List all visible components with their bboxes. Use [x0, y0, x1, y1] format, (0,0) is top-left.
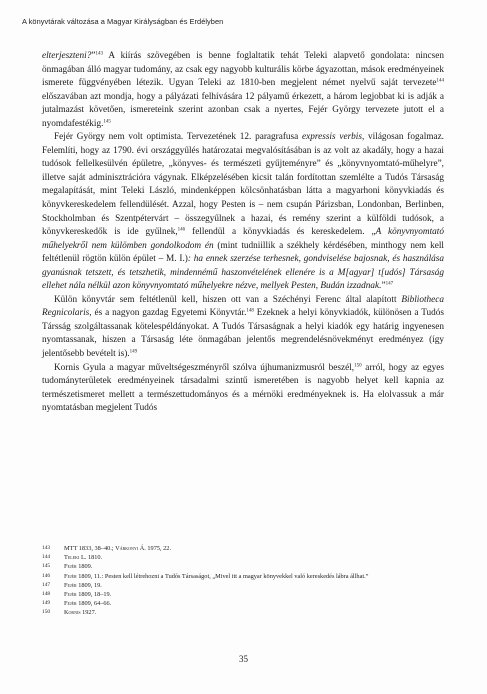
- footnote-ref-143[interactable]: 143: [95, 51, 103, 57]
- footnote: 147 Fejér 1809, 19.: [42, 581, 102, 589]
- paragraph-2: Fejér György nem volt optimista. Tervezetének 12. paragrafusa expressis verbis, világosan fogalmaz. Felemlíti, hogy az 1790. évi országgyűlés határozatai megvalósításában is az volt az akadály, hogy a hazai tudósok fellelkesülvén épületre, „könyves- és természeti gyűjteményre” és „könyvnyomtató-műhelyre”, illetve saját adminisztrációra vágynak. Elképzelésében kicsit talán fordítottan szemlélte a Tudós Társaság megalapítását, mint Teleki László, mindenképpen kölcsönhatásban látta a magyarhoni könyvkiadás és könyvkereskedelem fellendülését. Azzal, hogy Pesten is – nem csupán Párizsban, Londonban, Berlinben, Stockholmban és Szentpétervárt – összegyűlnek a hazai, és remény szerint a külföldi tudósok, a könyvkereskedők is ide gyűlnek,$^{146}$ fellendül a könyvkiadás és kereskedelem. „A könyvnyomtató műhelyekről nem külömben gondolkodom én (mint tudniillik a székhely kérdésében, minthogy nem kell feltétlenül rögtön külön épület – M. I.): ha ennek szerzése terhesnek, gondviselése bajosnak, és használása gyanúsnak tetszett, és tetszhetik, mindennémű haszonvételének ellenére is a M[agyar] t[udós] Társaság ellehet nála nélkül azon könyvnyomtató műhelyekre nézve, mellyek Pesten, Budán izzadnak.”$^{147}$: [42, 132, 444, 292]
- footnote-ref-150[interactable]: 150: [354, 363, 362, 369]
- footnote: 150 Kornis 1927.: [42, 609, 97, 617]
- footnote-ref-144[interactable]: 144: [436, 78, 444, 84]
- paragraph-4: Kornis Gyula a magyar műveltségeszményről szólva újhumanizmusról beszél,$^{150}$ arról, hogy az egyes tudományterületek eredményeinek társadalmi szintű ismeretében is nagyobb helyet kell kapnia az természetismeret mellett a természettudományos és a mérnöki eredményeknek is. Ha elolvassuk a már nyomtatásban megjelent Tudós: [42, 362, 444, 414]
- footnote: 144 Teleki L. 1810.: [42, 554, 103, 562]
- page-number: 35: [239, 654, 248, 664]
- italic-quote-end: elterjeszteni?: [42, 51, 92, 61]
- footnote: 149 Fejér 1809, 64–66.: [42, 600, 112, 608]
- footnote-ref-149[interactable]: 149: [129, 349, 138, 355]
- footnote: 148 Fejér 1809, 18–19.: [42, 591, 112, 599]
- footnote-ref-145[interactable]: 145: [103, 119, 111, 125]
- paragraph-3: Külön könyvtár sem feltétlenül kell, hiszen ott van a Széchényi Ferenc által alapított Bibliotheca Regnicolaris, és a nagyon gazdag Egyetemi Könyvtár.$^{148}$ Ezeknek a helyi könyvkiadók, különösen a Tudós Társság szolgáltassanak kötelespéldányokat. A Tudós Társaságnak a helyi kiadók egy határig ingyenesen nyomtassanak, hiszen a Társaság léte önmagában jelentős megrendelésnövekményt eredményez (így jelentősebb bevételt is).$^{149}$: [42, 294, 445, 360]
- body-text: [42, 50, 444, 416]
- footnote-ref-148[interactable]: 148: [246, 308, 254, 314]
- footnote-ref-147[interactable]: 147: [385, 281, 394, 287]
- running-header: A könyvtárak változása a Magyar Királyságban és Erdélyben: [22, 17, 224, 26]
- footnote: 146 Fejér 1809, 11.: Pesten kell létrehozni a Tudós Társaságot, „Mivel itt a magyar könyvekkel való kereskedés lábra állhat.”: [42, 572, 369, 580]
- footnote: 143 MTT 1833, 38–40.; Várkonyi Á. 1975, 22.: [42, 545, 172, 552]
- footnote: 145 Fejér 1809.: [42, 563, 93, 571]
- paragraph-1: elterjeszteni?”$^{143}$ A kiírás szövegében is benne foglaltatik tehát Teleki alapvető gondolata: nincsen önmagában álló magyar tudomány, az csak egy nagyobb kulturális körbe ágyazottan, mások eredményeinek ismerete függvényében létezik. Ugyan Teleki az 1810-ben megjelent német nyelvű saját tervezete$^{144}$ előszavában azt mondja, hogy a pályázati felhívására 12 pályamű érkezett, a három legjobbat ki is adják a jutalmazást követően, ismereteink szerint azonban csak a nyertes, Fejér György tervezete jutott el a nyomdafestékig.$^{145}$: [42, 51, 444, 129]
- footnote-ref-146[interactable]: 146: [177, 227, 186, 233]
- footnotes: [42, 544, 444, 618]
